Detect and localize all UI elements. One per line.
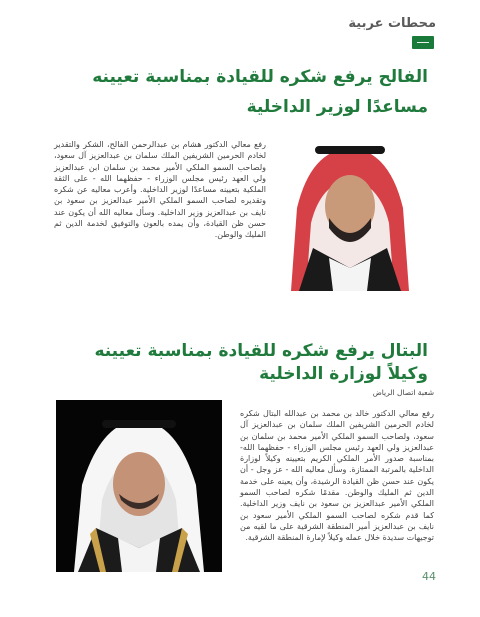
article2-byline: شعبة اتصال الرياض — [372, 388, 434, 397]
page-number: 44 — [422, 570, 436, 583]
section-label: محطات عربية — [348, 16, 436, 31]
article2-body: رفع معالي الدكتور خالد بن محمد بن عبدالله البتال شكره لخادم الحرمين الشريفين الملك سلمان بن عبدالعزيز آل سعود، ولصاحب السمو الملكي الأمير محمد بن سلمان بن عبدالعزيز ولي العهد رئيس مجلس الوزراء - حفظهما الله- بمناسبة صدور الأمر الملكي الكريم بتعيينه وكيلاً لوزارة الداخلية بالمرتبة الممتازة. وسأل معاليه الله - عز وجل - أن يكون عند حسن ظن القيادة الرشيدة، وأن يعينه على خدمة الدين ثم المليك والوطن. مقدمًا شكره لصاحب السمو الملكي الأمير عبدالعزيز بن سعود بن نايف وزير الداخلية. كما قدم شكره لصاحب السمو الملكي الأمير سعود بن نايف بن عبدالعزيز أمير المنطقة الشرقية على ما لقيه من توجيهات سديدة خلال عمله وكيلاً لإمارة المنطقة الشرقية. — [240, 409, 434, 543]
article1-title-line2: مساعدًا لوزير الداخلية — [246, 97, 428, 117]
article1-photo — [271, 128, 429, 291]
article2-photo — [56, 400, 222, 572]
article1-title-line1: الفالح يرفع شكره للقيادة بمناسبة تعيينه — [92, 67, 428, 87]
article1-body: رفع معالي الدكتور هشام بن عبدالرحمن الفالح، الشكر والتقدير لخادم الحرمين الشريفين الملك سلمان بن عبدالعزيز آل سعود، ولصاحب السمو الملكي الأمير محمد بن سلمان ابن عبدالعزيز ولي العهد رئيس مجلس الوزراء - حفظهما الله - على الثقة الملكية بتعيينه مساعدًا لوزير الداخلية. وأعرب معاليه عن شكره وتقديره لصاحب السمو الملكي الأمير عبدالعزيز بن سعود بن نايف بن عبدالعزيز وزير الداخلية. وسأل معاليه الله أن يكون عند حسن ظن القيادة، وأن يمده بالعون والتوفيق لخدمة الدين ثم المليك والوطن. — [54, 140, 266, 240]
man-portrait-icon — [271, 128, 429, 291]
article2-title-line1: البتال يرفع شكره للقيادة بمناسبة تعيينه — [94, 341, 428, 361]
man-portrait-icon — [56, 400, 222, 572]
article2-title-line2: وكيلاً لوزارة الداخلية — [259, 364, 428, 384]
saudi-flag-icon — [412, 36, 434, 49]
